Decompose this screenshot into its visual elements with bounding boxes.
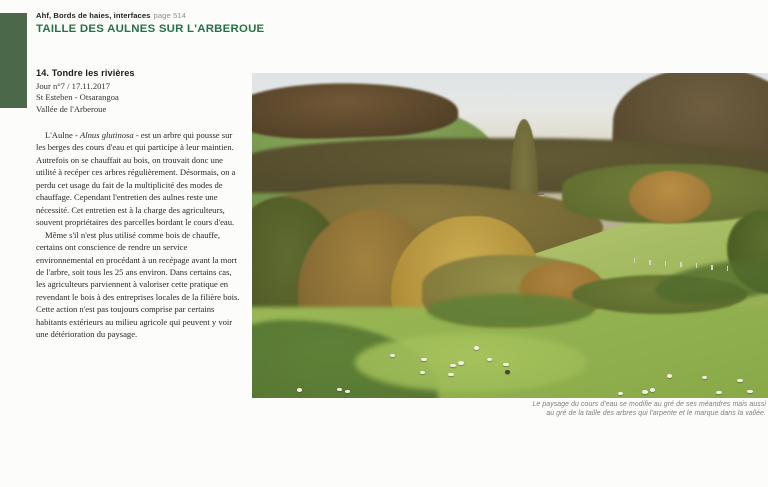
sunlit-patch (355, 333, 587, 392)
sheep (667, 374, 673, 378)
page-header (36, 11, 264, 35)
fence-post (696, 263, 698, 268)
entry-meta (36, 81, 135, 115)
sheep (421, 358, 427, 362)
paragraph-1 (36, 129, 243, 229)
photo-caption (252, 401, 766, 419)
fence-post (634, 258, 636, 263)
fence-post (665, 261, 667, 266)
photo-scene (252, 73, 768, 398)
sheep (458, 361, 464, 365)
paragraph-2: Même s'il n'est plus utilisé comme bois de chauffe, certains ont conscience de rendre un service environnemental en procédant à un recépage avant la mort de l'arbre, soit tous les 25 ans environ. Dans certains cas, les agriculteurs parviennent à valoriser cette pratique en revendant le bois à des entreprises locales de la filière bois. Cette action n'est pas toujours comprise par certains habitants extérieurs au milieu agricole qui peuvent y voir une détérioration du paysage. (36, 229, 240, 340)
entry-valley: Vallée de l'Arberoue (36, 103, 107, 114)
entry-date: Jour n°7 / 17.11.2017 (36, 81, 111, 91)
species-name: Alnus glutinosa (79, 130, 134, 140)
breadcrumb (36, 11, 264, 20)
page-number: page 514 (153, 11, 186, 20)
caption-line-1: Le paysage du cours d'eau se modifie au gré de ses méandres mais aussi (532, 401, 766, 408)
sheep (505, 370, 511, 374)
p1-lead: L'Aulne - (45, 130, 80, 140)
trees-right-orange (629, 171, 712, 223)
caption-line-2: au gré de la taille des arbres qui l'arpente et le marque dans la vallée. (546, 409, 766, 417)
sheep (642, 390, 648, 394)
entry-place: St Esteben - Otsarangoa (36, 92, 119, 103)
shadow-center (427, 294, 592, 327)
entry-heading: 14. Tondre les rivières (36, 68, 135, 78)
fence-post (649, 260, 651, 265)
accent-bar (0, 13, 27, 108)
landscape-photo (252, 73, 768, 398)
sheep (448, 373, 454, 377)
fence-post (711, 265, 713, 270)
sheep (737, 379, 743, 383)
fence-post (727, 266, 729, 271)
article-text (36, 129, 243, 341)
breadcrumb-series: Ahf, Bords de haies, interfaces (36, 11, 151, 20)
sheep (650, 388, 656, 392)
p1-body: - est un arbre qui pousse sur les berges des cours d'eau et qui participe à leur maintien. Autrefois on se chauffait au bois, on trouvait donc une utilité à recéper ces arbres régulièrement. Désormais, on a perdu cet usage du fait de la multiplicité des modes de chauffage. Cependant l'entretien des aulnes reste une nécessité. Cet entretien est à la charge des agriculteurs, souvent propriétaires des parcelles bordant le cours d'eau. (36, 130, 236, 228)
page-title: TAILLE DES AULNES SUR L'ARBEROUE (36, 23, 265, 35)
entry-header (36, 68, 135, 115)
sheep (474, 346, 480, 350)
fence-post (680, 262, 682, 267)
